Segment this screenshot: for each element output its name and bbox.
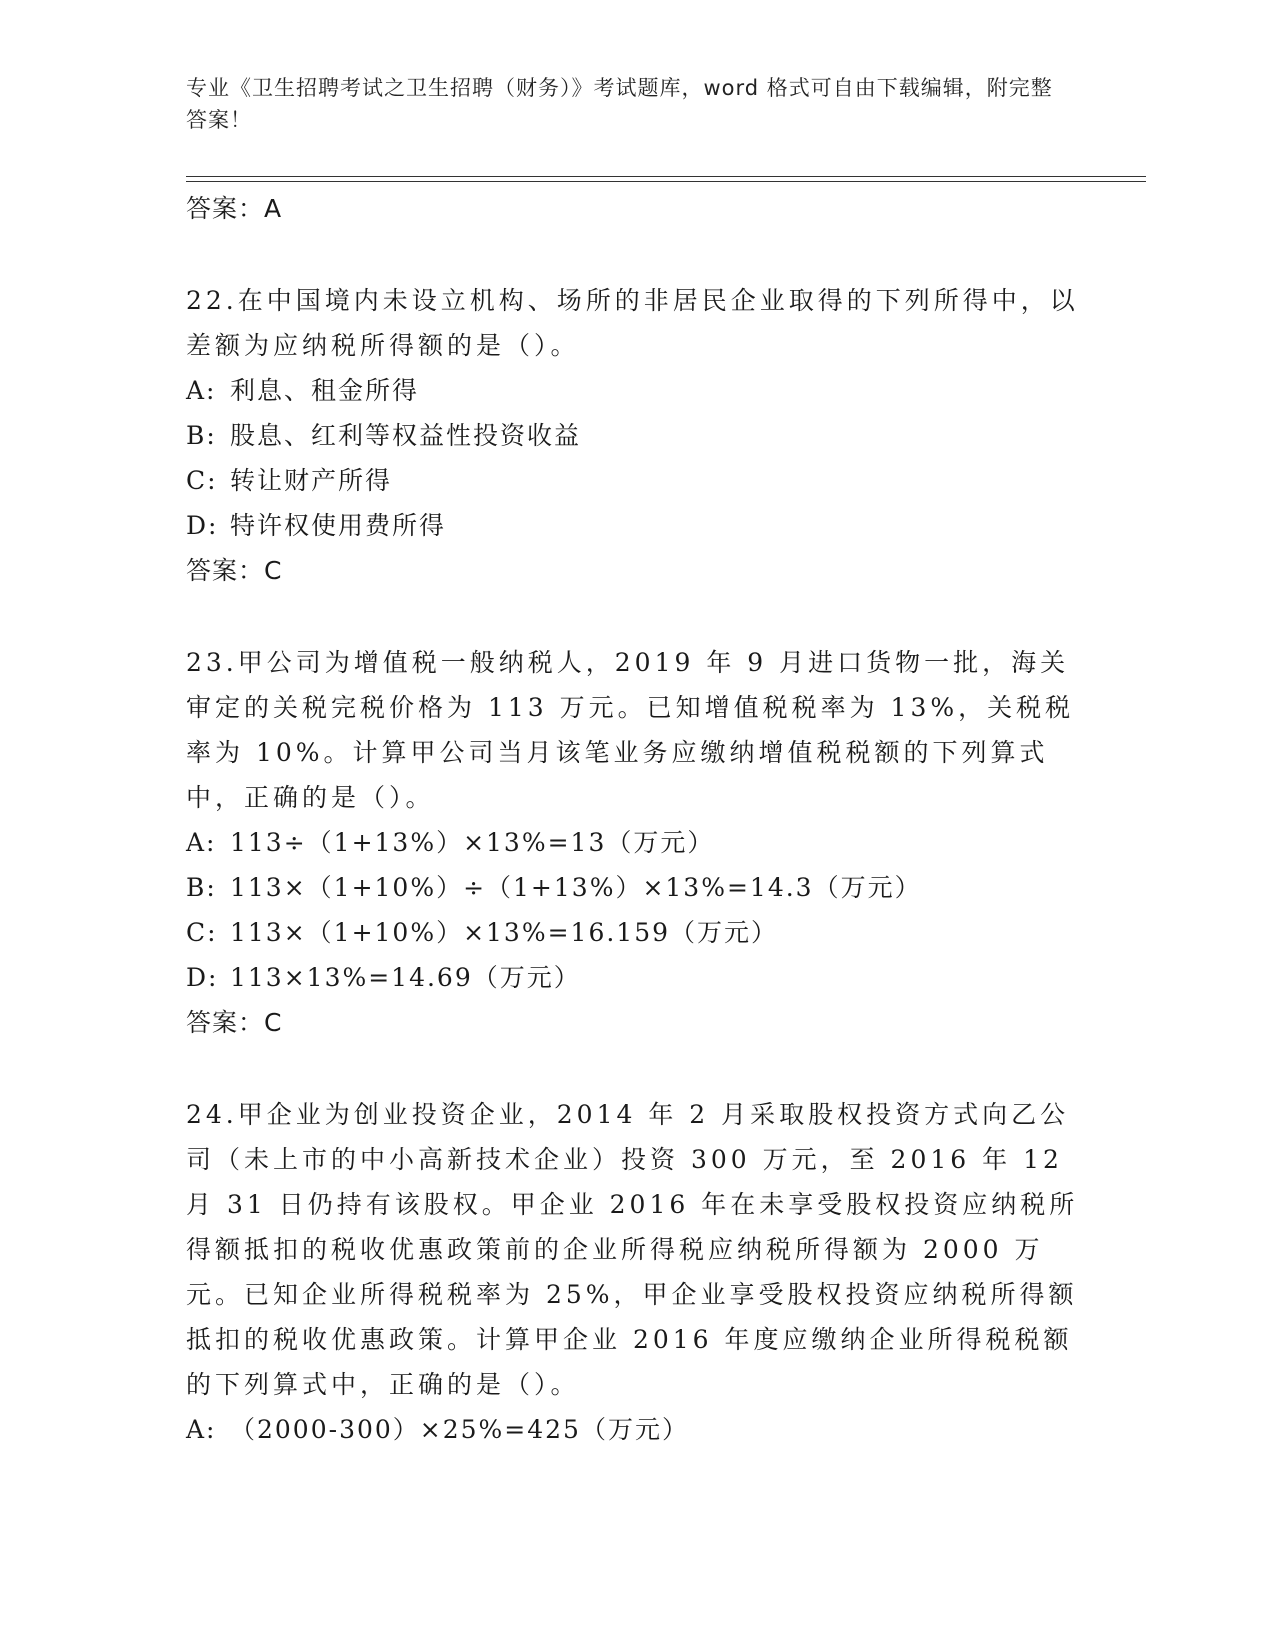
option-letter: B: <box>186 421 217 450</box>
option-d <box>186 503 1086 548</box>
question-23 <box>186 640 1086 1046</box>
option-b <box>186 413 1086 458</box>
option-c <box>186 458 1086 503</box>
spacer <box>186 594 1086 640</box>
question-22 <box>186 278 1086 594</box>
question-stem: 22.在中国境内未设立机构、场所的非居民企业取得的下列所得中，以差额为应纳税所得额的是（）。 <box>186 286 1079 360</box>
answer-line: 答案：C <box>186 1008 283 1037</box>
option-letter: A: <box>186 828 217 857</box>
option-text: 特许权使用费所得 <box>230 511 447 540</box>
question-stem: 24.甲企业为创业投资企业，2014 年 2 月采取股权投资方式向乙公司（未上市的中小高新技术企业）投资 300 万元，至 2016 年 12 月 31 日仍持有该股权。甲企业 2016 年在未享受股权投资应纳税所得额抵扣的税收优惠政策前的企业所得税应纳税所得额为 2000 万元。已知企业所得税税率为 25%，甲企业享受股权投资应纳税所得额抵扣的税收优惠政策。计算甲企业 2016 年度应缴纳企业所得税税额的下列算式中，正确的是（）。 <box>186 1100 1079 1399</box>
option-text: （2000-300）×25%=425（万元） <box>230 1415 689 1444</box>
option-c <box>186 910 1086 955</box>
option-text: 113÷（1+13%）×13%=13（万元） <box>230 828 715 857</box>
option-text: 113×（1+10%）×13%=16.159（万元） <box>230 918 779 947</box>
option-a <box>186 1407 1086 1452</box>
answer-line: 答案：C <box>186 556 283 585</box>
document-header: 专业《卫生招聘考试之卫生招聘（财务）》考试题库，word 格式可自由下载编辑，附完整答案！ <box>186 76 1053 132</box>
option-text: 113×13%=14.69（万元） <box>230 963 581 992</box>
question-24 <box>186 1092 1086 1452</box>
option-a <box>186 368 1086 413</box>
option-letter: A: <box>186 376 217 405</box>
option-letter: C: <box>186 466 218 495</box>
option-letter: D: <box>186 963 219 992</box>
option-letter: D: <box>186 511 219 540</box>
option-a <box>186 820 1086 865</box>
spacer <box>186 232 1086 278</box>
option-d <box>186 955 1086 1000</box>
question-stem: 23.甲公司为增值税一般纳税人，2019 年 9 月进口货物一批，海关审定的关税完税价格为 113 万元。已知增值税税率为 13%，关税税率为 10%。计算甲公司当月该笔业务应缴纳增值税税额的下列算式中，正确的是（）。 <box>186 648 1075 812</box>
spacer <box>186 1046 1086 1092</box>
header-divider <box>186 176 1146 182</box>
answer-line: 答案：A <box>186 194 283 223</box>
option-b <box>186 865 1086 910</box>
option-letter: A: <box>186 1415 217 1444</box>
document-body <box>186 186 1086 1452</box>
option-letter: C: <box>186 918 218 947</box>
option-text: 股息、红利等权益性投资收益 <box>230 421 582 450</box>
option-text: 利息、租金所得 <box>230 376 420 405</box>
option-letter: B: <box>186 873 217 902</box>
option-text: 转让财产所得 <box>230 466 393 495</box>
option-text: 113×（1+10%）÷（1+13%）×13%=14.3（万元） <box>230 873 922 902</box>
